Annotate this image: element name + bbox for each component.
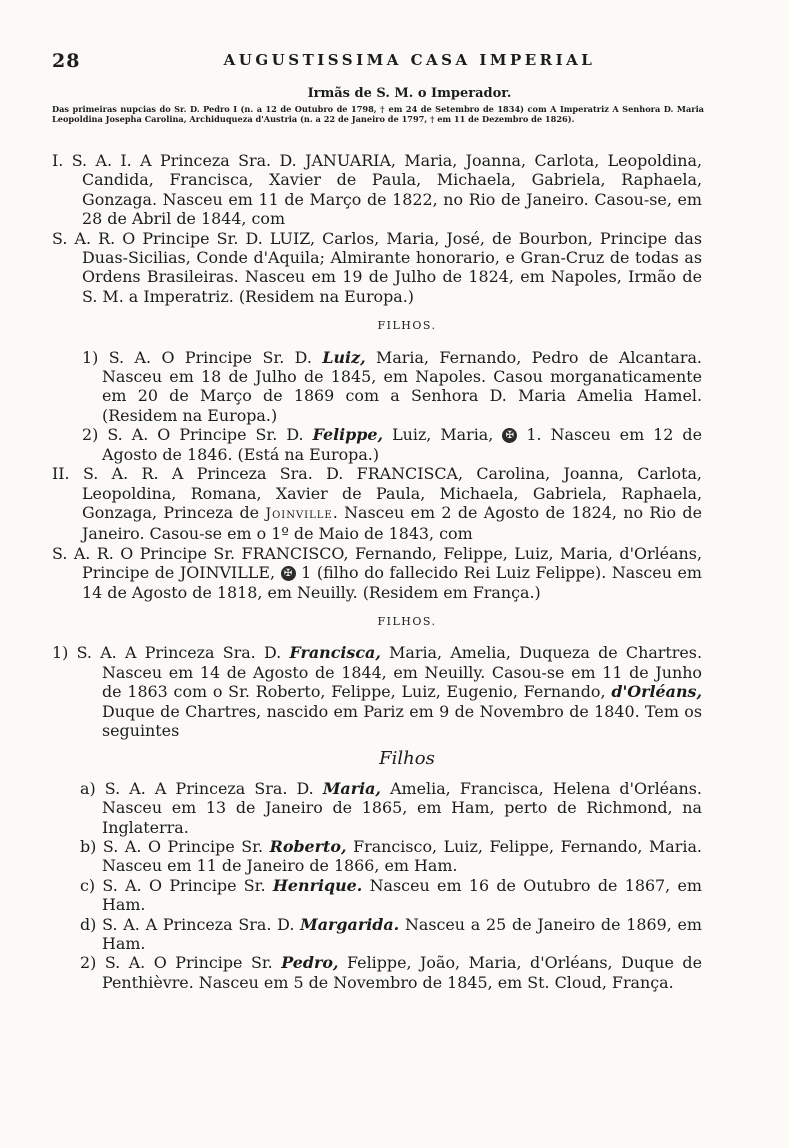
- grandchild-text: Francisco, Luiz, Felippe, Fernando, Maria. Nasceu em 11 de Janeiro de 1866, em Ham.: [102, 837, 702, 876]
- filhos-italic-heading: Filhos: [379, 748, 435, 770]
- intro-note-text: Das primeiras nupcias do Sr. D. Pedro I (n. a 12 de Outubro de 1798, † em 24 de Setembro de 1834) com A Imperatriz A Senhora D. Maria Leopoldina Josepha Carolina, Archiduqueza d'Austria (n. a 22 de Janeiro de 1797, † em 11 de Dezembro de 1826).: [52, 104, 704, 124]
- child-prefix: 1) S. A. O Principe Sr. D.: [82, 347, 323, 367]
- child-text: 1. Nasceu em 12 de Agosto de 1846. (Está na Europa.): [102, 425, 702, 464]
- child-prefix: 2) S. A. O Principe Sr.: [80, 953, 282, 973]
- child-francisca: [52, 643, 702, 740]
- filhos-heading: FILHOS.: [377, 614, 437, 628]
- entry-text: S. A. R. A Princeza Sra. D. FRANCISCA, Carolina, Joanna, Carlota, Leopoldina, Romana, Xavier de Paula, Michaela, Gabriela, Raphaela, Gonzaga, Princeza de: [82, 464, 702, 522]
- entry-numeral: II.: [52, 464, 70, 484]
- intro-note: [52, 104, 704, 124]
- child-text: Maria, Fernando, Pedro de Alcantara. Nasceu em 18 de Julho de 1845, em Napoles. Casou morganaticamente em 20 de Março de 1869 com a Senhora D. Maria Amelia Hamel. (Residem na Europa.): [102, 347, 702, 425]
- page-number: 28: [52, 50, 81, 72]
- grandchild-text: Nasceu a 25 de Janeiro de 1869, em Ham.: [102, 914, 702, 954]
- filhos-heading: FILHOS.: [377, 319, 437, 333]
- grandchild-roberto: [52, 837, 702, 876]
- grandchild-text: Amelia, Francisca, Helena d'Orléans. Nasceu em 13 de Janeiro de 1865, em Ham, perto de Richmond, na Inglaterra.: [102, 778, 702, 837]
- grandchild-text: Nasceu em 16 de Outubro de 1867, em Ham.: [102, 875, 703, 915]
- grandchild-name: Henrique.: [272, 875, 363, 895]
- entry-januaria: [52, 151, 702, 229]
- child-pedro: [52, 953, 702, 992]
- entry-numeral: I.: [52, 151, 64, 170]
- grandchild-margarida: [52, 915, 702, 954]
- child-prefix: 1) S. A. A Princeza Sra. D.: [52, 643, 290, 663]
- entry-text: S. A. R. O Principe Sr. FRANCISCO, Fernando, Felippe, Luiz, Maria, d'Orléans, Principe de JOINVILLE,: [52, 543, 702, 583]
- grandchild-maria: [52, 779, 702, 837]
- entry-francisca: [52, 464, 702, 544]
- grandchild-prefix: d) S. A. A Princeza Sra. D.: [80, 914, 301, 934]
- entry-text: S. A. I. A Princeza Sra. D. JANUARIA, Maria, Joanna, Carlota, Leopoldina, Candida, Francisca, Xavier de Paula, Michaela, Gabriela, Raphaela, Gonzaga. Nasceu em 11 de Março de 1822, no Rio de Janeiro. Casou-se, em 28 de Abril de 1844, com: [71, 151, 702, 229]
- grandchild-name: Roberto,: [269, 837, 347, 856]
- grandchild-prefix: a) S. A. A Princeza Sra. D.: [80, 778, 323, 798]
- running-title: AUGUSTISSIMA CASA IMPERIAL: [223, 51, 596, 69]
- grandchild-prefix: c) S. A. O Principe Sr.: [80, 875, 273, 895]
- spouse-name: d'Orléans,: [611, 682, 702, 702]
- entry-francisco-spouse: [52, 544, 702, 602]
- cross-icon: ✠: [281, 566, 296, 581]
- child-name: Felippe,: [312, 425, 384, 445]
- child-text: Luiz, Maria,: [383, 425, 503, 445]
- child-text: Felippe, João, Maria, d'Orléans, Duque de Penthièvre. Nasceu em 5 de Novembro de 1845, em St. Cloud, França.: [102, 953, 702, 992]
- entry-text: 1 (filho do fallecido Rei Luiz Felippe). Nasceu em 14 de Agosto de 1818, em Neuilly. (Residem em França.): [82, 563, 702, 602]
- child-prefix: 2) S. A. O Principe Sr. D.: [82, 425, 313, 445]
- grandchild-name: Margarida.: [300, 914, 400, 934]
- grandchild-prefix: b) S. A. O Principe Sr.: [80, 837, 270, 856]
- child-text: Duque de Chartres, nascido em Pariz em 9 de Novembro de 1840. Tem os seguintes: [102, 701, 702, 740]
- child-text: Maria, Amelia, Duqueza de Chartres. Nasceu em 14 de Agosto de 1844, em Neuilly. Casou-se em 11 de Junho de 1863 com o Sr. Roberto, Felippe, Luiz, Eugenio, Fernando,: [102, 643, 702, 702]
- child-luiz: [52, 348, 702, 426]
- main-text: [52, 151, 702, 992]
- cross-icon: ✠: [502, 428, 517, 443]
- child-name: Luiz,: [322, 347, 366, 367]
- grandchild-henrique: [52, 876, 702, 915]
- section-subtitle: Irmãs de S. M. o Imperador.: [307, 86, 512, 101]
- joinville-title: Joinville: [265, 505, 333, 522]
- grandchild-name: Maria,: [322, 778, 381, 798]
- entry-luiz-spouse: [52, 229, 702, 307]
- child-name: Francisca,: [289, 643, 381, 663]
- child-name: Pedro,: [281, 953, 339, 973]
- entry-text: S. A. R. O Principe Sr. D. LUIZ, Carlos, Maria, José, de Bourbon, Principe das Duas-Sicilias, Conde d'Aquila; Almirante honorario, e Gran-Cruz de todas as Ordens Brasileiras. Nasceu em 19 de Julho de 1824, em Napoles, Irmão de S. M. a Imperatriz. (Residem na Europa.): [52, 228, 702, 306]
- child-felippe: [52, 425, 702, 464]
- entry-text: . Nasceu em 2 de Agosto de 1824, no Rio de Janeiro. Casou-se em o 1º de Maio de 1843, com: [82, 502, 702, 544]
